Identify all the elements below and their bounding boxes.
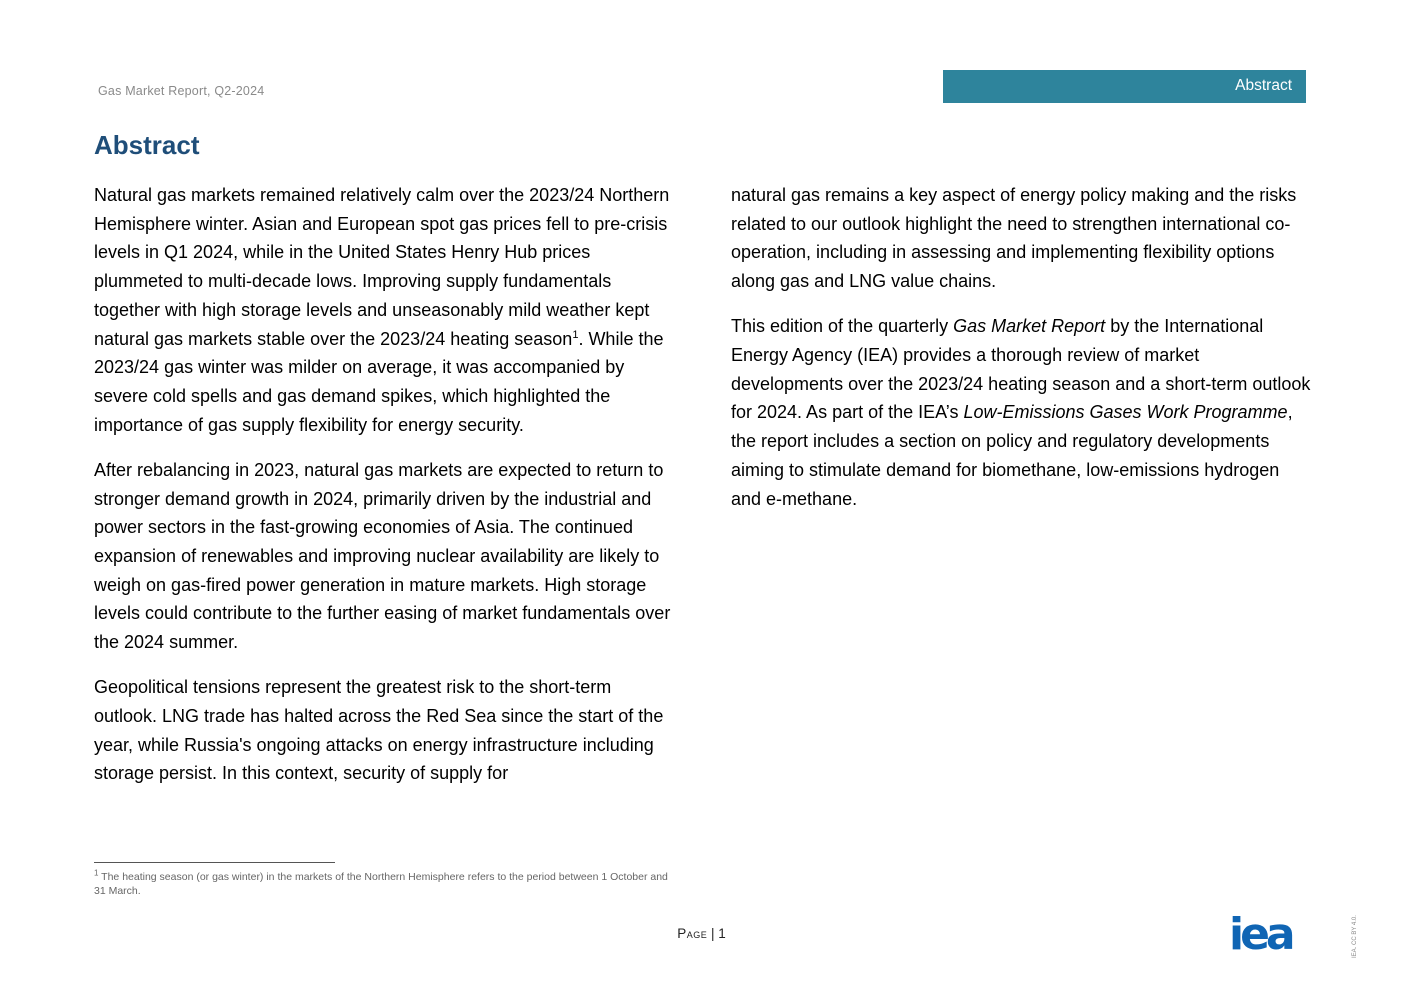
paragraph — [94, 181, 674, 439]
paragraph: Geopolitical tensions represent the greatest risk to the short-term outlook. LNG trade has halted across the Red Sea since the start of the year, while Russia's ongoing attacks on energy infrastructure including storage persist. In this context, security of supply for — [94, 677, 664, 784]
footnote-reference[interactable]: 1 — [572, 328, 579, 341]
programme-title-emphasis: Low-Emissions Gases Work Programme — [963, 402, 1288, 423]
footnote — [94, 870, 674, 898]
footnote-divider — [94, 862, 335, 863]
paragraph-text: Natural gas markets remained relatively calm over the 2023/24 Northern Hemisphere winter. Asian and European spot gas prices fell to pre-crisis levels in Q1 2024, while in the United States Henry Hub prices plummeted to multi-decade lows. Improving supply fundamentals together with high storage levels and unseasonably mild weather kept natural gas markets stable over the 2023/24 heating season — [94, 185, 670, 349]
running-header-report-name: Gas Market Report, Q2-2024 — [98, 84, 265, 98]
section-tab — [943, 70, 1306, 103]
page-label: Page — [677, 926, 708, 941]
page-separator: | — [707, 926, 719, 941]
iea-logo — [1229, 916, 1309, 952]
footnote-number: 1 — [94, 868, 99, 878]
page-title: Abstract — [94, 130, 200, 160]
iea-logo-text: iea — [1229, 916, 1292, 952]
license-note: IEA. CC BY 4.0. — [1352, 915, 1358, 958]
paragraph: natural gas remains a key aspect of energy policy making and the risks related to our outlook highlight the need to strengthen international co-operation, including in assessing and implementing flexibility options along gas and LNG value chains. — [731, 185, 1297, 292]
paragraph-text: , the report includes a section on policy and regulatory developments aiming to stimulate demand for biomethane, low-emissions hydrogen and e-methane. — [731, 402, 1293, 509]
page-number-value: 1 — [718, 926, 726, 941]
paragraph-text: by the International Energy Agency (IEA) provides a thorough review of market developments over the 2023/24 heating season and a short-term outlook for 2024. As part of the IEA’s — [731, 316, 1311, 423]
paragraph — [731, 312, 1311, 513]
paragraph-text: . While the 2023/24 gas winter was milder on average, it was accompanied by severe cold spells and gas demand spikes, which highlighted the importance of gas supply flexibility for energy security. — [94, 328, 664, 435]
section-tab-label: Abstract — [1235, 77, 1292, 94]
report-title-emphasis: Gas Market Report — [953, 316, 1106, 337]
paragraph-text: This edition of the quarterly — [731, 316, 954, 337]
page-number — [0, 926, 1403, 941]
left-column — [94, 181, 674, 805]
paragraph: After rebalancing in 2023, natural gas markets are expected to return to stronger demand growth in 2024, primarily driven by the industrial and power sectors in the fast-growing economies of Asia. The continued expansion of renewables and improving nuclear availability are likely to weigh on gas-fired power generation in mature markets. High storage levels could contribute to the further easing of market fundamentals over the 2024 summer. — [94, 459, 671, 653]
right-column — [731, 181, 1311, 530]
footnote-text: The heating season (or gas winter) in the markets of the Northern Hemisphere refers to the period between 1 October and 31 March. — [94, 871, 668, 897]
